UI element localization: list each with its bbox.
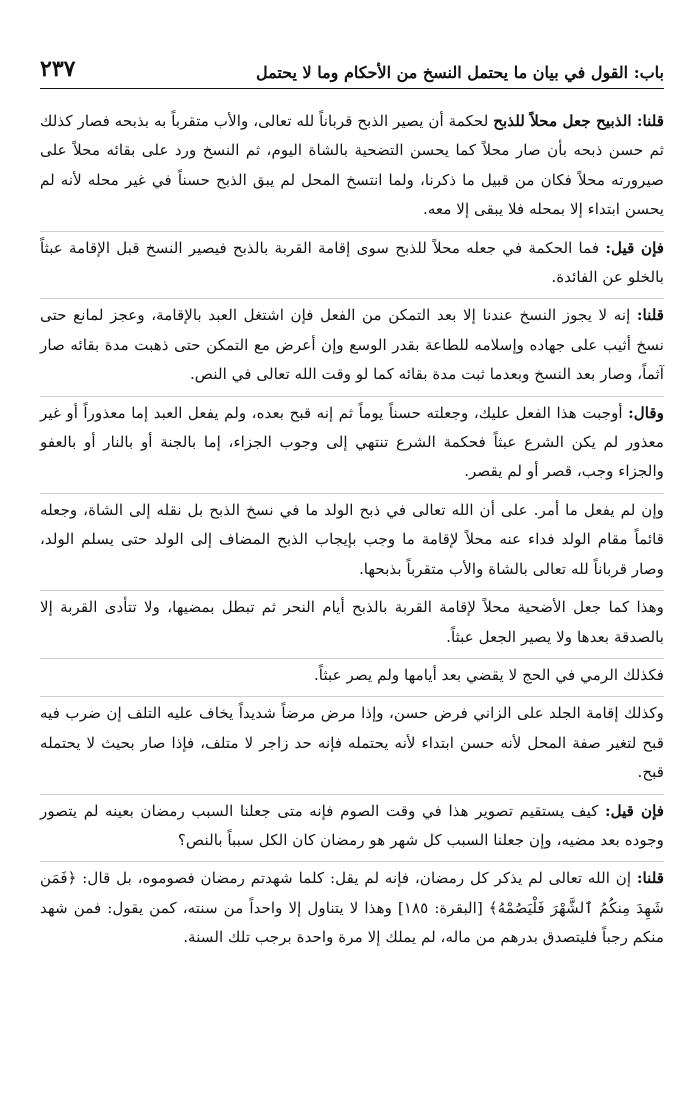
paragraph-text: وكذلك إقامة الجلد على الزاني فرض حسن، وإذا مرض مرضاً شديداً يخاف عليه التلف إن ضرب فيه قبح لتغير صفة المحل لأنه حسن ابتداء لأنه يحتمله فإنه حد زاجر لا متلف، فإذا صار بحيث لا يحتمله قبح. [40, 704, 664, 782]
paragraph [40, 795, 664, 863]
running-header [40, 0, 664, 89]
paragraph-lead: وقال: [628, 403, 664, 422]
paragraph [40, 659, 664, 697]
paragraph [40, 299, 664, 396]
page-number: ٢٣٧ [40, 56, 76, 82]
paragraph-text: كيف يستقيم تصوير هذا في وقت الصوم فإنه متى جعلنا السبب رمضان بعينه لم يتصور وجوده بعد مضيه، وإن جعلنا السبب كل شهر هو رمضان كان الكل سبباً بالنص؟ [40, 801, 664, 849]
paragraph-lead: فإن قيل: [605, 238, 665, 257]
text-body [40, 105, 664, 959]
paragraph [40, 232, 664, 300]
paragraph-lead: فإن قيل: [604, 801, 664, 820]
paragraph-text: لحكمة أن يصير الذبح قرباناً لله تعالى، والأب متقرباً به بذبحه فصار كذلك ثم حسن ذبحه بأن صار محلاً كما يحسن التضحية بالشاة اليوم، ثم النسخ ورد على بقائه محلاً على صيرورته محلاً فكان من قبيل ما ذكرنا، ولما انتسخ المحل لم يبق الذبح حسناً في غير محله لأنه لم يحسن ابتداء إلا بمحله فلا يبقى إلا معه. [40, 112, 664, 219]
paragraph-text: وإن لم يفعل ما أمر. على أن الله تعالى في ذبح الولد ما في نسخ الذبح بل نقله إلى الشاة، وجعله قائماً مقام الولد فداء عنه محلاً لإقامة ما وجب بإيجاب الذبح المضاف إلى الولد حتى يسلم الولد، وصار قرباناً لله تعالى بالشاة والأب متقرباً بذبحها. [40, 500, 664, 578]
paragraph [40, 591, 664, 659]
paragraph-text: فما الحكمة في جعله محلاً للذبح سوى إقامة القربة بالذبح فيصير النسخ قبل الإقامة عبثاً بالخلو عن الفائدة. [40, 238, 664, 287]
paragraph-text: إنه لا يجوز النسخ عندنا إلا بعد التمكن من الفعل فإن اشتغل العبد بالإقامة، وعجز لمانع حتى نسخ أثيب على جهاده وإسلامه للطاعة بقدر الوسع وإن أعرض مع التمكن حتى ذهبت مدة بقائه صار آثماً، وصار بعد النسخ وبعدما ثبت مدة بقائه كما لو وقت الله تعالى في النص. [40, 306, 664, 384]
paragraph-lead: قلنا: [636, 869, 664, 888]
paragraph-lead: قلنا: الذبيح جعل محلاً للذبح [493, 112, 664, 130]
paragraph [40, 862, 664, 958]
paragraph [40, 494, 664, 591]
paragraph [40, 397, 664, 494]
paragraph [40, 697, 664, 794]
paragraph-text: فكذلك الرمي في الحج لا يقضي بعد أيامها ولم يصر عبثاً. [313, 665, 664, 684]
paragraph-lead: قلنا: [636, 306, 664, 325]
paragraph-text: أوجبت هذا الفعل عليك، وجعلته حسناً يوماً ثم إنه قبح بعده، ولم يفعل العبد إما معذوراً أو غير معذور لم يكن الشرع عبثاً فحكمة الشرع تنتهي إلى وجوب الجزاء، إما بالجنة أو بالنار أو بالعفو والجزاء وجب، قصر أو لم يقصر. [40, 403, 664, 481]
paragraph-text: وهذا كما جعل الأضحية محلاً لإقامة القربة بالذبح أيام النحر ثم تبطل بمضيها، ولا تتأدى القربة إلا بالصدقة بعدها ولا يصير الجعل عبثاً. [40, 598, 664, 646]
chapter-title: باب: القول في بيان ما يحتمل النسخ من الأحكام وما لا يحتمل [255, 63, 664, 82]
paragraph-text: إن الله تعالى لم يذكر كل رمضان، فإنه لم يقل: كلما شهدتم رمضان فصوموه، بل قال: ﴿فَمَن شَهِدَ مِنكُمُ ٱلشَّهْرَ فَلْيَصُمْهُ﴾ [البقرة: ١٨٥] وهذا لا يتناول إلا واحداً من سنته، كمن يقول: فمن شهد منكم رجباً فليتصدق بدرهم من ماله، لم يملك إلا مرة واحدة برجب تلك السنة. [40, 869, 665, 947]
paragraph [40, 105, 664, 232]
